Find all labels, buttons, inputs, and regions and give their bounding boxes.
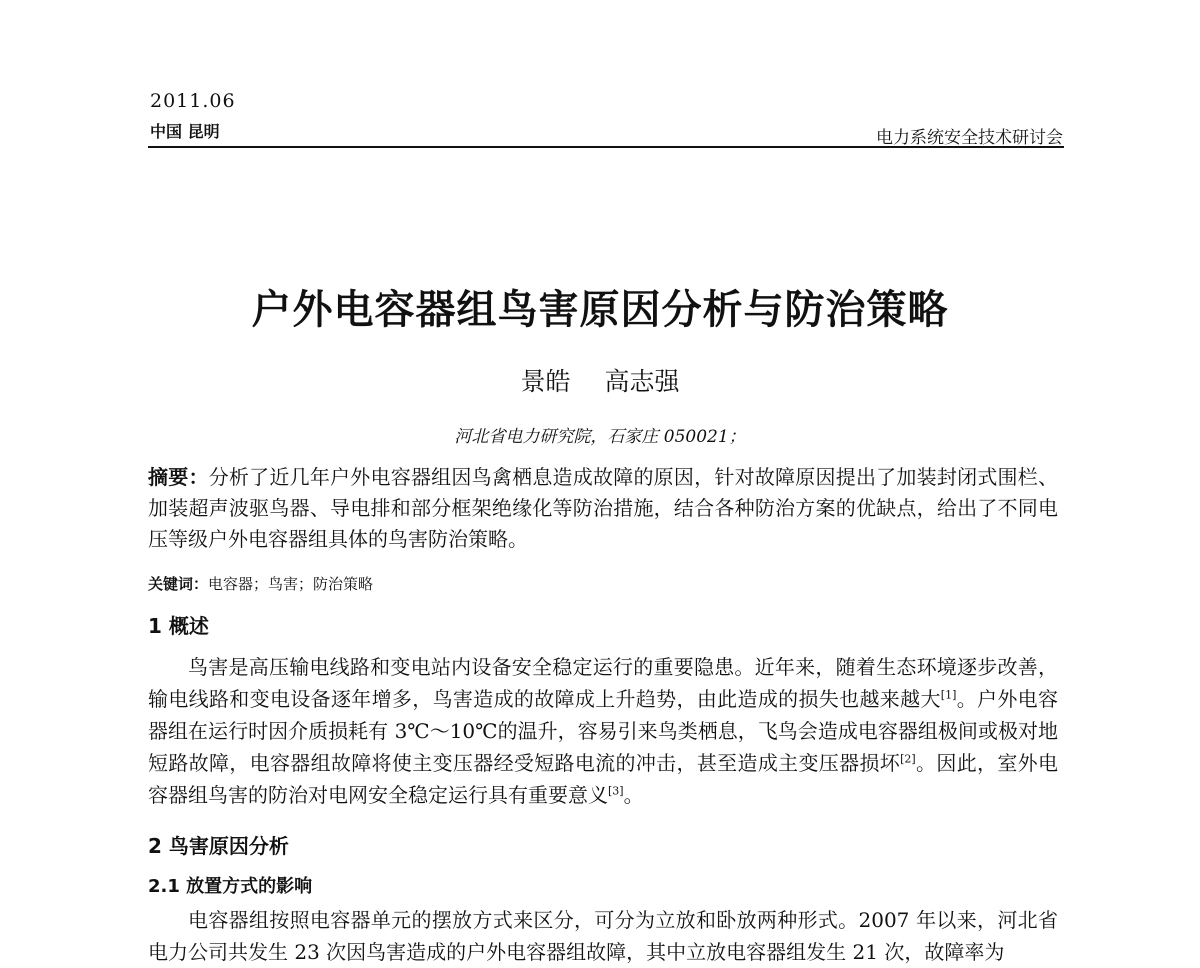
section-2-paragraph: 电容器组按照电容器单元的摆放方式来区分，可分为立放和卧放两种形式。2007 年以来，河北省电力公司共发生 23 次因鸟害造成的户外电容器组故障，其中立放电容器组发生 21 次，故障率为 (148, 908, 1058, 964)
paper-authors: 景皓 高志强 (520, 367, 680, 396)
section-1-heading: 1 概述 (148, 614, 209, 638)
abstract-label: 摘要： (148, 465, 209, 489)
conference-name: 电力系统安全技术研讨会 (876, 128, 1063, 148)
section-2-heading: 2 鸟害原因分析 (148, 834, 289, 858)
abstract (148, 462, 1058, 555)
citation-1: [1] (940, 688, 957, 702)
section-1-paragraph (148, 651, 1058, 811)
para-text: 。户外电容器组在运行时因介质损耗有 3℃～10℃的温升，容易引来鸟类栖息，飞鸟会造成电容器组极间或极对地短路故障，电容器组故障将使主变压器经受短路电流的冲击，甚至造成主变压器损坏 (148, 687, 1059, 775)
keywords-label: 关键词： (148, 575, 209, 593)
para-text: 。因此，室外电容器组鸟害的防治对电网安全稳定运行具有重要意义 (148, 751, 1059, 807)
author-affiliation: 河北省电力研究院，石家庄 050021； (454, 427, 746, 447)
paper-title: 户外电容器组鸟害原因分析与防治策略 (251, 287, 949, 333)
publication-date: 2011.06 (150, 90, 236, 112)
publication-place: 中国 昆明 (150, 122, 220, 141)
abstract-text: 分析了近几年户外电容器组因鸟禽栖息造成故障的原因，针对故障原因提出了加装封闭式围栏、加装超声波驱鸟器、导电排和部分框架绝缘化等防治措施，结合各种防治方案的优缺点，给出了不同电压等级户外电容器组具体的鸟害防治策略。 (148, 465, 1059, 551)
subsection-2-1-heading: 2.1 放置方式的影响 (148, 876, 313, 897)
para-text: 鸟害是高压输电线路和变电站内设备安全稳定运行的重要隐患。近年来，随着生态环境逐步改善，输电线路和变电设备逐年增多，鸟害造成的故障成上升趋势，由此造成的损失也越来越大 (148, 655, 1058, 711)
citation-2: [2] (900, 752, 916, 766)
citation-3: [3] (608, 784, 624, 798)
header-rule (148, 146, 1064, 148)
keywords (148, 573, 373, 594)
keywords-text: 电容器；鸟害；防治策略 (208, 575, 374, 593)
para-text: 。 (623, 783, 644, 807)
